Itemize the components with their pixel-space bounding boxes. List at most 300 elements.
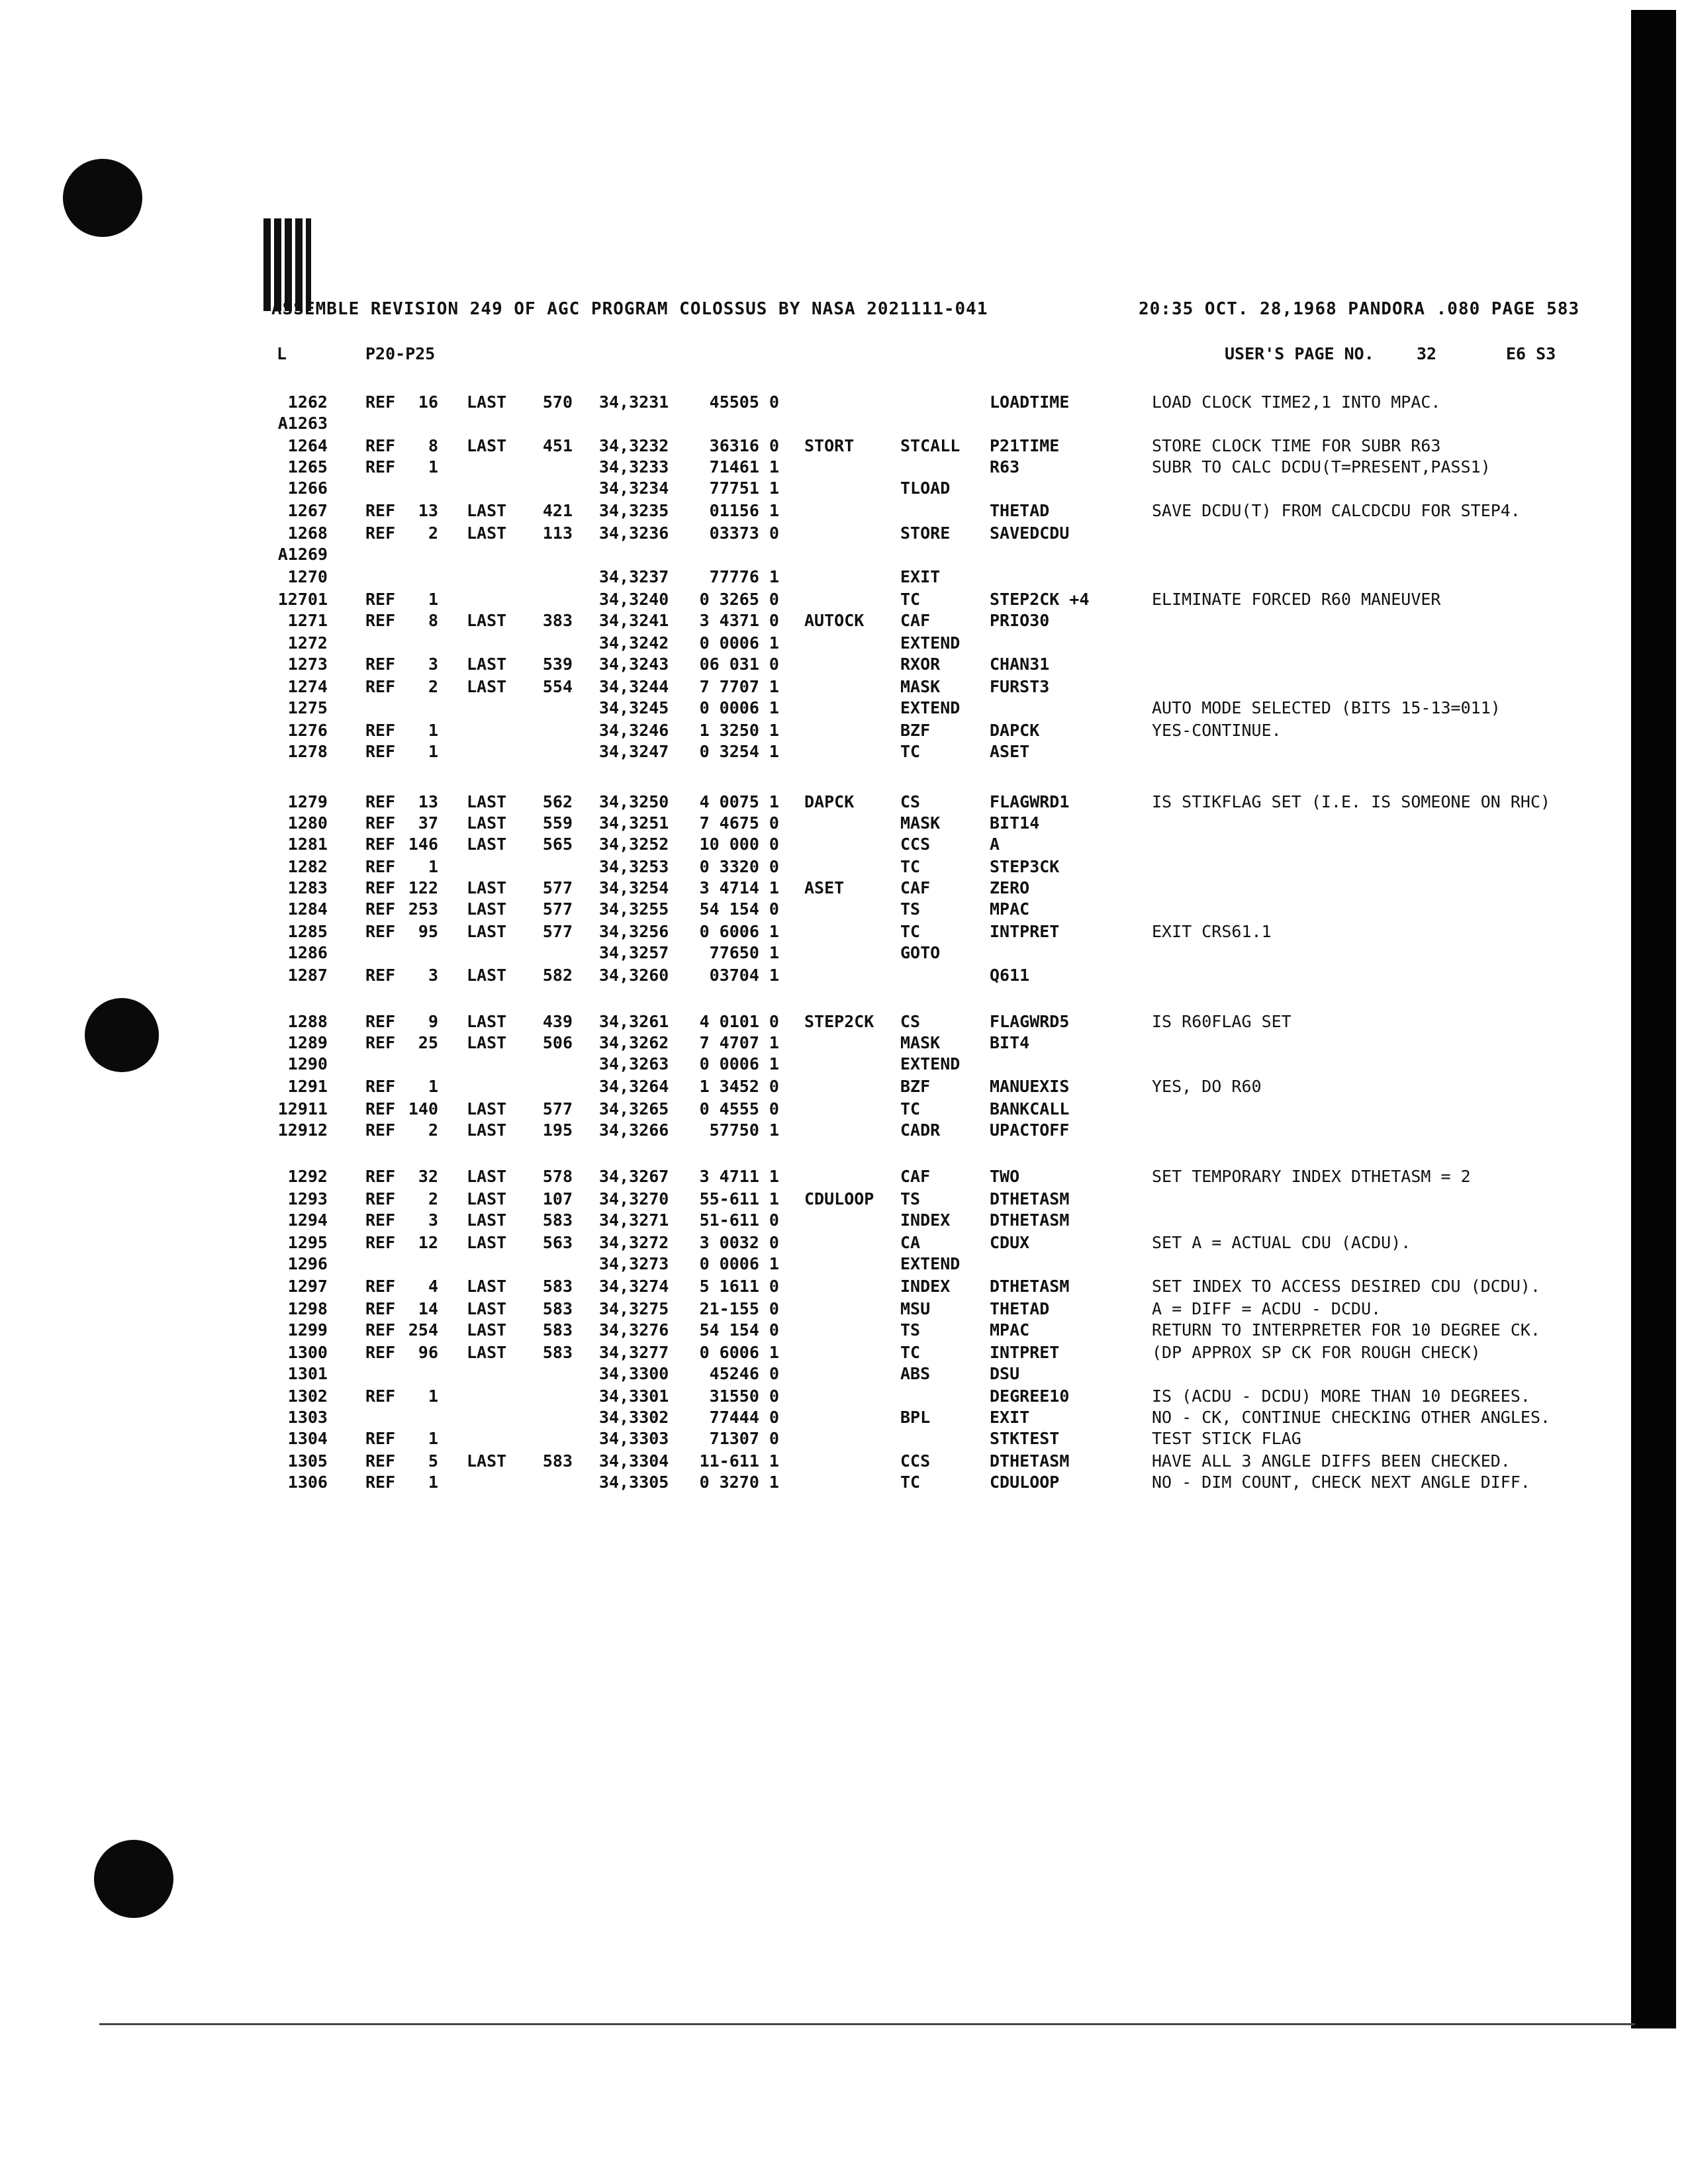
line-number: 1299 xyxy=(287,1320,328,1340)
opcode: TC xyxy=(900,1343,921,1362)
line-number: 1273 xyxy=(287,655,328,674)
ref-label: REF xyxy=(365,878,396,897)
address: 34,3257 xyxy=(599,943,669,962)
ref-count: 146 xyxy=(408,835,438,854)
user-page-label: USER'S PAGE NO. xyxy=(1225,344,1374,363)
line-number: 1304 xyxy=(287,1429,328,1448)
user-page-number: 32 xyxy=(1417,344,1437,363)
operand: DTHETASM xyxy=(990,1277,1070,1296)
listing-row xyxy=(0,1472,1688,1493)
listing-row xyxy=(0,1320,1688,1341)
scan-bottom-edge xyxy=(99,2023,1635,2025)
operand: DAPCK xyxy=(990,721,1040,740)
last-page: 107 xyxy=(542,1189,573,1208)
ref-count: 13 xyxy=(418,792,438,811)
object-code: 31550 0 xyxy=(709,1387,779,1406)
ref-label: REF xyxy=(365,813,396,833)
object-code: 71307 0 xyxy=(709,1429,779,1448)
opcode: STORE xyxy=(900,523,951,543)
last-label: LAST xyxy=(467,1277,507,1296)
line-number: 12701 xyxy=(277,590,328,609)
binder-mark xyxy=(263,218,271,311)
address: 34,3236 xyxy=(599,523,669,543)
opcode: EXIT xyxy=(900,567,941,586)
object-code: 03373 0 xyxy=(709,523,779,543)
last-label: LAST xyxy=(467,501,507,520)
line-number: 1275 xyxy=(287,698,328,717)
address: 34,3303 xyxy=(599,1429,669,1448)
last-label: LAST xyxy=(467,436,507,455)
object-code: 3 0032 0 xyxy=(699,1233,779,1252)
line-number: 1281 xyxy=(287,835,328,854)
opcode: CS xyxy=(900,1012,921,1031)
last-page: 113 xyxy=(542,523,573,543)
operand: ASET xyxy=(990,742,1030,761)
operand: BIT4 xyxy=(990,1033,1030,1052)
object-code: 36316 0 xyxy=(709,436,779,455)
ref-count: 96 xyxy=(418,1343,438,1362)
comment: SET TEMPORARY INDEX DTHETASM = 2 xyxy=(1152,1167,1471,1186)
object-code: 0 0006 1 xyxy=(699,1054,779,1073)
listing-row xyxy=(0,878,1688,899)
opcode: EXTEND xyxy=(900,633,961,653)
operand: DEGREE10 xyxy=(990,1387,1070,1406)
comment: SET A = ACTUAL CDU (ACDU). xyxy=(1152,1233,1411,1252)
last-label: LAST xyxy=(467,1233,507,1252)
address: 34,3261 xyxy=(599,1012,669,1031)
comment: NO - CK, CONTINUE CHECKING OTHER ANGLES. xyxy=(1152,1408,1551,1427)
last-label: LAST xyxy=(467,611,507,630)
listing-row xyxy=(0,589,1688,610)
listing-row xyxy=(0,523,1688,544)
operand: FURST3 xyxy=(990,677,1050,696)
object-code: 01156 1 xyxy=(709,501,779,520)
line-number: 1272 xyxy=(287,633,328,653)
address: 34,3301 xyxy=(599,1387,669,1406)
operand: PRIO30 xyxy=(990,611,1050,630)
operand: FLAGWRD1 xyxy=(990,792,1070,811)
opcode: CAF xyxy=(900,878,931,897)
listing-row xyxy=(0,792,1688,813)
listing-row xyxy=(0,698,1688,719)
ref-label: REF xyxy=(365,1012,396,1031)
object-code: 03704 1 xyxy=(709,966,779,985)
line-number: 1288 xyxy=(287,1012,328,1031)
ref-label: REF xyxy=(365,1077,396,1096)
object-code: 0 3254 1 xyxy=(699,742,779,761)
opcode: MASK xyxy=(900,1033,941,1052)
address: 34,3267 xyxy=(599,1167,669,1186)
ref-label: REF xyxy=(365,721,396,740)
ref-label: REF xyxy=(365,1387,396,1406)
comment: EXIT CRS61.1 xyxy=(1152,922,1272,941)
assembly-title: ASSEMBLE REVISION 249 OF AGC PROGRAM COLOSSUS BY NASA 2021111-041 xyxy=(271,299,988,319)
last-page: 563 xyxy=(542,1233,573,1252)
binder-mark xyxy=(274,218,281,311)
operand: INTPRET xyxy=(990,1343,1060,1362)
last-page: 451 xyxy=(542,436,573,455)
last-label: LAST xyxy=(467,655,507,674)
listing-row xyxy=(0,942,1688,964)
listing-row xyxy=(0,457,1688,478)
comment: (DP APPROX SP CK FOR ROUGH CHECK) xyxy=(1152,1343,1481,1362)
operand: FLAGWRD5 xyxy=(990,1012,1070,1031)
opcode: RXOR xyxy=(900,655,941,674)
opcode: TC xyxy=(900,1099,921,1118)
operand: STEP2CK +4 xyxy=(990,590,1090,609)
object-code: 21-155 0 xyxy=(699,1299,779,1318)
address: 34,3253 xyxy=(599,857,669,876)
operand: UPACTOFF xyxy=(990,1120,1070,1140)
ref-label: REF xyxy=(365,1429,396,1448)
ref-label: REF xyxy=(365,501,396,520)
last-label: LAST xyxy=(467,899,507,919)
object-code: 1 3250 1 xyxy=(699,721,779,740)
last-page: 577 xyxy=(542,922,573,941)
address: 34,3256 xyxy=(599,922,669,941)
last-label: LAST xyxy=(467,1099,507,1118)
line-number: 1267 xyxy=(287,501,328,520)
last-label: LAST xyxy=(467,677,507,696)
comment: IS STIKFLAG SET (I.E. IS SOMEONE ON RHC) xyxy=(1152,792,1551,811)
operand: DTHETASM xyxy=(990,1210,1070,1230)
operand: LOADTIME xyxy=(990,392,1070,412)
operand: CHAN31 xyxy=(990,655,1050,674)
listing-row xyxy=(0,1099,1688,1120)
comment: YES, DO R60 xyxy=(1152,1077,1262,1096)
last-label: LAST xyxy=(467,1320,507,1340)
last-page: 383 xyxy=(542,611,573,630)
operand: SAVEDCDU xyxy=(990,523,1070,543)
listing-row xyxy=(0,567,1688,588)
object-code: 71461 1 xyxy=(709,457,779,477)
ref-label: REF xyxy=(365,436,396,455)
ref-count: 5 xyxy=(428,1451,438,1471)
ref-count: 254 xyxy=(408,1320,438,1340)
object-code: 0 0006 1 xyxy=(699,633,779,653)
operand: MPAC xyxy=(990,899,1030,919)
operand: TWO xyxy=(990,1167,1020,1186)
address: 34,3235 xyxy=(599,501,669,520)
opcode: CADR xyxy=(900,1120,941,1140)
ref-label: REF xyxy=(365,1233,396,1252)
line-number: 1284 xyxy=(287,899,328,919)
address: 34,3240 xyxy=(599,590,669,609)
object-code: 77751 1 xyxy=(709,478,779,498)
last-page: 583 xyxy=(542,1277,573,1296)
line-number: 12911 xyxy=(277,1099,328,1118)
opcode: GOTO xyxy=(900,943,941,962)
opcode: EXTEND xyxy=(900,1054,961,1073)
opcode: CA xyxy=(900,1233,921,1252)
comment: SAVE DCDU(T) FROM CALCDCDU FOR STEP4. xyxy=(1152,501,1521,520)
symbol-label: DAPCK xyxy=(804,792,855,811)
address: 34,3231 xyxy=(599,392,669,412)
opcode: EXTEND xyxy=(900,698,961,717)
comment: IS (ACDU - DCDU) MORE THAN 10 DEGREES. xyxy=(1152,1387,1530,1406)
line-number: 1283 xyxy=(287,878,328,897)
binder-mark xyxy=(306,218,311,311)
line-number: 1271 xyxy=(287,611,328,630)
ref-label: REF xyxy=(365,611,396,630)
operand: THETAD xyxy=(990,501,1050,520)
address: 34,3273 xyxy=(599,1254,669,1273)
object-code: 0 3265 0 xyxy=(699,590,779,609)
comment: SUBR TO CALC DCDU(T=PRESENT,PASS1) xyxy=(1152,457,1491,477)
object-code: 5 1611 0 xyxy=(699,1277,779,1296)
operand: Q611 xyxy=(990,966,1030,985)
section-letter: L xyxy=(277,344,287,363)
listing-row xyxy=(0,1342,1688,1363)
listing-row xyxy=(0,500,1688,522)
operand: DTHETASM xyxy=(990,1451,1070,1471)
address: 34,3300 xyxy=(599,1364,669,1383)
address: 34,3241 xyxy=(599,611,669,630)
opcode: STCALL xyxy=(900,436,961,455)
operand: THETAD xyxy=(990,1299,1050,1318)
operand: BANKCALL xyxy=(990,1099,1070,1118)
address: 34,3277 xyxy=(599,1343,669,1362)
comment: IS R60FLAG SET xyxy=(1152,1012,1291,1031)
ref-count: 13 xyxy=(418,501,438,520)
address: 34,3264 xyxy=(599,1077,669,1096)
listing-row xyxy=(0,1232,1688,1253)
object-code: 4 0101 0 xyxy=(699,1012,779,1031)
operand: BIT14 xyxy=(990,813,1040,833)
address: 34,3265 xyxy=(599,1099,669,1118)
object-code: 0 0006 1 xyxy=(699,698,779,717)
address: 34,3244 xyxy=(599,677,669,696)
last-page: 583 xyxy=(542,1451,573,1471)
last-page: 506 xyxy=(542,1033,573,1052)
opcode: TC xyxy=(900,590,921,609)
ref-label: REF xyxy=(365,655,396,674)
ref-label: REF xyxy=(365,1189,396,1208)
operand: R63 xyxy=(990,457,1020,477)
object-code: 51-611 0 xyxy=(699,1210,779,1230)
operand: MPAC xyxy=(990,1320,1030,1340)
listing-row xyxy=(0,813,1688,834)
line-number: 1289 xyxy=(287,1033,328,1052)
last-page: 195 xyxy=(542,1120,573,1140)
operand: DTHETASM xyxy=(990,1189,1070,1208)
listing-row xyxy=(0,1166,1688,1187)
line-number: 1274 xyxy=(287,677,328,696)
ref-label: REF xyxy=(365,1343,396,1362)
ref-count: 16 xyxy=(418,392,438,412)
line-number: 1266 xyxy=(287,478,328,498)
listing-row xyxy=(0,1451,1688,1472)
object-code: 10 000 0 xyxy=(699,835,779,854)
operand: STKTEST xyxy=(990,1429,1060,1448)
listing-row xyxy=(0,1298,1688,1320)
address: 34,3247 xyxy=(599,742,669,761)
object-code: 0 3270 1 xyxy=(699,1473,779,1492)
object-code: 0 0006 1 xyxy=(699,1254,779,1273)
ref-count: 140 xyxy=(408,1099,438,1118)
object-code: 1 3452 0 xyxy=(699,1077,779,1096)
address: 34,3276 xyxy=(599,1320,669,1340)
opcode: BZF xyxy=(900,721,931,740)
ref-label: REF xyxy=(365,899,396,919)
ref-count: 1 xyxy=(428,721,438,740)
line-number: 1268 xyxy=(287,523,328,543)
object-code: 45246 0 xyxy=(709,1364,779,1383)
ref-label: REF xyxy=(365,742,396,761)
ref-label: REF xyxy=(365,1033,396,1052)
line-number: 1297 xyxy=(287,1277,328,1296)
ref-label: REF xyxy=(365,857,396,876)
opcode: MASK xyxy=(900,677,941,696)
section-name: P20-P25 xyxy=(365,344,436,363)
ref-label: REF xyxy=(365,523,396,543)
ref-label: REF xyxy=(365,835,396,854)
line-number: 12912 xyxy=(277,1120,328,1140)
ref-label: REF xyxy=(365,392,396,412)
last-page: 562 xyxy=(542,792,573,811)
line-number: 1300 xyxy=(287,1343,328,1362)
listing-row xyxy=(0,1120,1688,1141)
last-page: 583 xyxy=(542,1320,573,1340)
line-number: 1276 xyxy=(287,721,328,740)
ref-label: REF xyxy=(365,1167,396,1186)
ref-label: REF xyxy=(365,590,396,609)
line-number: 1264 xyxy=(287,436,328,455)
listing-row xyxy=(0,834,1688,855)
ref-label: REF xyxy=(365,1277,396,1296)
ref-label: REF xyxy=(365,1099,396,1118)
listing-row xyxy=(0,965,1688,986)
address: 34,3272 xyxy=(599,1233,669,1252)
listing-row xyxy=(0,676,1688,698)
object-code: 3 4711 1 xyxy=(699,1167,779,1186)
object-code: 0 6006 1 xyxy=(699,1343,779,1362)
ref-count: 2 xyxy=(428,523,438,543)
operand: EXIT xyxy=(990,1408,1030,1427)
last-label: LAST xyxy=(467,835,507,854)
line-number: 1303 xyxy=(287,1408,328,1427)
ref-label: REF xyxy=(365,457,396,477)
address: 34,3237 xyxy=(599,567,669,586)
ref-count: 122 xyxy=(408,878,438,897)
line-number: 1278 xyxy=(287,742,328,761)
line-number: 1285 xyxy=(287,922,328,941)
listing-row xyxy=(0,633,1688,654)
listing-row xyxy=(0,435,1688,457)
line-number: 1279 xyxy=(287,792,328,811)
address: 34,3252 xyxy=(599,835,669,854)
comment: NO - DIM COUNT, CHECK NEXT ANGLE DIFF. xyxy=(1152,1473,1530,1492)
last-label: LAST xyxy=(467,1120,507,1140)
symbol-label: STORT xyxy=(804,436,855,455)
address: 34,3266 xyxy=(599,1120,669,1140)
opcode: EXTEND xyxy=(900,1254,961,1273)
last-page: 577 xyxy=(542,1099,573,1118)
ref-label: REF xyxy=(365,1473,396,1492)
line-number: 1270 xyxy=(287,567,328,586)
last-label: LAST xyxy=(467,1299,507,1318)
opcode: TS xyxy=(900,899,921,919)
line-number: 1301 xyxy=(287,1364,328,1383)
line-number: 1282 xyxy=(287,857,328,876)
ref-count: 2 xyxy=(428,677,438,696)
listing-row xyxy=(0,413,1688,434)
line-number: 1302 xyxy=(287,1387,328,1406)
listing-row xyxy=(0,856,1688,878)
line-number: 1290 xyxy=(287,1054,328,1073)
ref-label: REF xyxy=(365,922,396,941)
object-code: 7 4707 1 xyxy=(699,1033,779,1052)
binder-mark xyxy=(285,218,292,311)
ref-label: REF xyxy=(365,966,396,985)
listing-row xyxy=(0,1386,1688,1407)
last-label: LAST xyxy=(467,1189,507,1208)
ref-count: 2 xyxy=(428,1120,438,1140)
last-page: 439 xyxy=(542,1012,573,1031)
operand: ZERO xyxy=(990,878,1030,897)
comment: RETURN TO INTERPRETER FOR 10 DEGREE CK. xyxy=(1152,1320,1540,1340)
operand: DSU xyxy=(990,1364,1020,1383)
address: 34,3263 xyxy=(599,1054,669,1073)
ref-count: 3 xyxy=(428,1210,438,1230)
last-label: LAST xyxy=(467,1012,507,1031)
listing-row xyxy=(0,741,1688,762)
comment: TEST STICK FLAG xyxy=(1152,1429,1301,1448)
opcode: TC xyxy=(900,857,921,876)
object-code: 77444 0 xyxy=(709,1408,779,1427)
listing-row xyxy=(0,1011,1688,1032)
last-label: LAST xyxy=(467,1033,507,1052)
address: 34,3271 xyxy=(599,1210,669,1230)
last-label: LAST xyxy=(467,392,507,412)
listing-row xyxy=(0,1428,1688,1449)
ref-label: REF xyxy=(365,1320,396,1340)
ref-count: 8 xyxy=(428,611,438,630)
object-code: 55-611 1 xyxy=(699,1189,779,1208)
line-number: 1306 xyxy=(287,1473,328,1492)
opcode: CS xyxy=(900,792,921,811)
line-number: 1265 xyxy=(287,457,328,477)
ref-label: REF xyxy=(365,1299,396,1318)
operand: INTPRET xyxy=(990,922,1060,941)
listing-row xyxy=(0,899,1688,920)
listing-row xyxy=(0,1210,1688,1231)
line-number: 1292 xyxy=(287,1167,328,1186)
opcode: CCS xyxy=(900,1451,931,1471)
comment: HAVE ALL 3 ANGLE DIFFS BEEN CHECKED. xyxy=(1152,1451,1511,1471)
opcode: INDEX xyxy=(900,1277,951,1296)
comment: A = DIFF = ACDU - DCDU. xyxy=(1152,1299,1382,1318)
ref-count: 253 xyxy=(408,899,438,919)
listing-row xyxy=(0,921,1688,942)
punch-hole-bottom xyxy=(94,1840,173,1918)
listing-row xyxy=(0,478,1688,499)
ref-count: 32 xyxy=(418,1167,438,1186)
listing-row xyxy=(0,1189,1688,1210)
ref-count: 1 xyxy=(428,1473,438,1492)
object-code: 54 154 0 xyxy=(699,899,779,919)
listing-row xyxy=(0,1032,1688,1054)
object-code: 77650 1 xyxy=(709,943,779,962)
address: 34,3260 xyxy=(599,966,669,985)
last-page: 539 xyxy=(542,655,573,674)
address: 34,3243 xyxy=(599,655,669,674)
last-page: 570 xyxy=(542,392,573,412)
operand: P21TIME xyxy=(990,436,1060,455)
opcode: TS xyxy=(900,1189,921,1208)
operand: CDULOOP xyxy=(990,1473,1060,1492)
last-page: 421 xyxy=(542,501,573,520)
